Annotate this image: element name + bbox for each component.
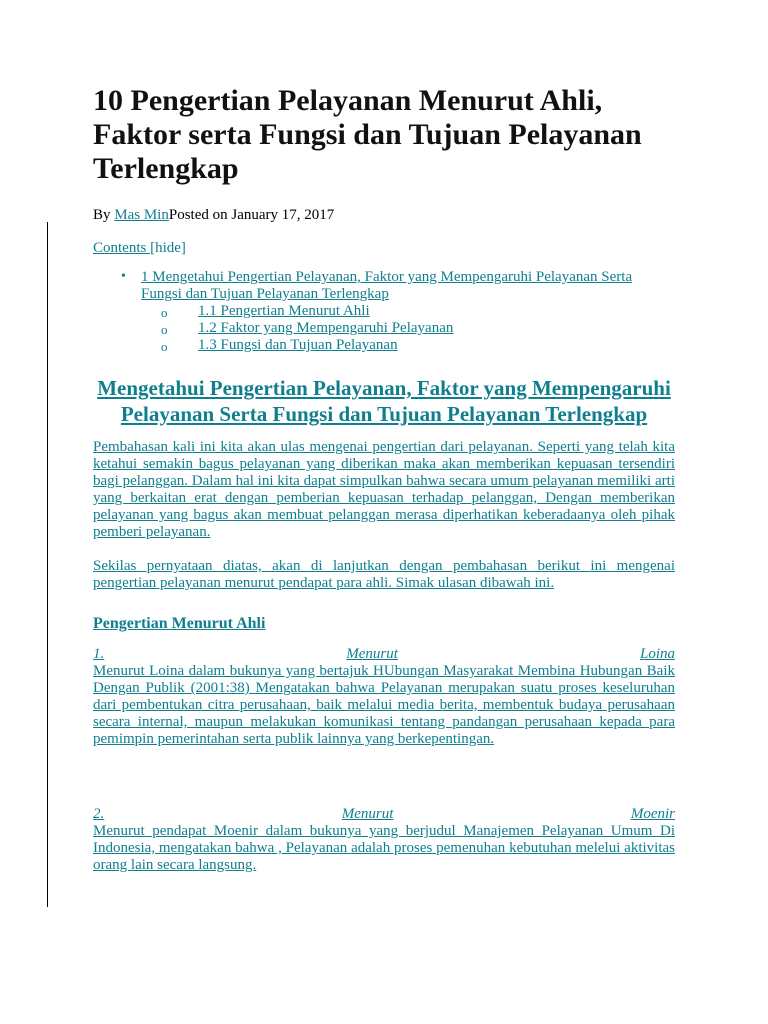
expert-word: Menurut	[346, 646, 398, 662]
expert-name: Moenir	[630, 806, 675, 822]
circle-bullet-icon: o	[161, 322, 168, 337]
expert-number: 1.	[93, 646, 105, 662]
author-link[interactable]: Mas Min	[114, 207, 169, 223]
toc-subitem-1-2[interactable]	[121, 320, 675, 337]
expert-word: Menurut	[341, 806, 394, 822]
hide-toggle[interactable]: [hide]	[150, 240, 186, 256]
toc-subitem-label[interactable]: 1.1 Pengertian Menurut Ahli	[198, 303, 370, 319]
subheading-experts[interactable]: Pengertian Menurut Ahli	[93, 615, 266, 632]
contents-label: Contents	[93, 240, 151, 256]
byline	[93, 205, 675, 225]
bullet-icon: •	[121, 269, 126, 284]
expert-entry-2[interactable]	[93, 806, 675, 874]
expert-entry-1[interactable]	[93, 646, 675, 748]
intro-paragraph[interactable]: Pembahasan kali ini kita akan ulas mengenai pengertian dari pelayanan. Seperti yang telah kita ketahui semakin bagus pelayanan yang diberikan maka akan memberikan kepuasan tersendiri bagi pelanggan. Dalam hal ini kita dapat simpulkan bahwa secara umum pelayanan memiliki arti yang berkaitan erat dengan pemberian kepuasan terhadap pelanggan, Dengan memberikan pelayanan yang bagus akan membuat pelanggan merasa diperhatikan keberadaanya oleh pihak pemberi pelayanan.	[93, 439, 675, 540]
circle-bullet-icon: o	[161, 305, 168, 320]
expert-number: 2.	[93, 806, 105, 822]
toc-subitem-1-3[interactable]	[121, 337, 675, 354]
section-heading[interactable]: Mengetahui Pengertian Pelayanan, Faktor yang Mempengaruhi Pelayanan Serta Fungsi dan Tujuan Pelayanan Terlengkap	[97, 376, 671, 426]
expert-heading	[93, 806, 675, 823]
posted-date: Posted on January 17, 2017	[168, 207, 335, 223]
toc-item-1[interactable]	[121, 269, 675, 303]
table-of-contents	[93, 269, 675, 354]
article-title: 10 Pengertian Pelayanan Menurut Ahli, Faktor serta Fungsi dan Tujuan Pelayanan Terlengkap	[93, 84, 642, 185]
expert-heading	[93, 646, 675, 663]
article	[93, 84, 675, 874]
expert-text: Menurut pendapat Moenir dalam bukunya yang berjudul Manajemen Pelayanan Umum Di Indonesia, mengatakan bahwa , Pelayanan adalah proses pemenuhan kebutuhan melelui aktivitas orang lain secara langsung.	[93, 823, 675, 873]
toc-subitem-label[interactable]: 1.3 Fungsi dan Tujuan Pelayanan	[198, 337, 398, 353]
expert-text: Menurut Loina dalam bukunya yang bertajuk HUbungan Masyarakat Membina Hubungan Baik Dengan Publik (2001:38) Mengatakan bahwa Pelayanan merupakan suatu proses keseluruhan dari pembentukan citra perusahaan, baik melalui media berita, membentuk budaya perusahaan secara internal, maupun melakukan komunikasi tentang pandangan perusahaan kepada para pemimpin pemerintahan serta publik lainnya yang berkepentingan.	[93, 663, 675, 747]
toc-item-1-label[interactable]: 1 Mengetahui Pengertian Pelayanan, Faktor yang Mempengaruhi Pelayanan Serta Fungsi dan Tujuan Pelayanan Terlengkap	[141, 269, 633, 302]
summary-paragraph[interactable]: Sekilas pernyataan diatas, akan di lanjutkan dengan pembahasan berikut ini mengenai pengertian pelayanan menurut pendapat para ahli. Simak ulasan dibawah ini.	[93, 558, 675, 591]
toc-subitem-label[interactable]: 1.2 Faktor yang Mempengaruhi Pelayanan	[198, 320, 454, 336]
byline-by: By	[93, 207, 115, 223]
margin-rule	[47, 222, 48, 907]
expert-name: Loina	[639, 646, 675, 662]
toc-subitem-1-1[interactable]	[121, 303, 675, 320]
contents-header	[93, 238, 675, 258]
circle-bullet-icon: o	[161, 339, 168, 354]
